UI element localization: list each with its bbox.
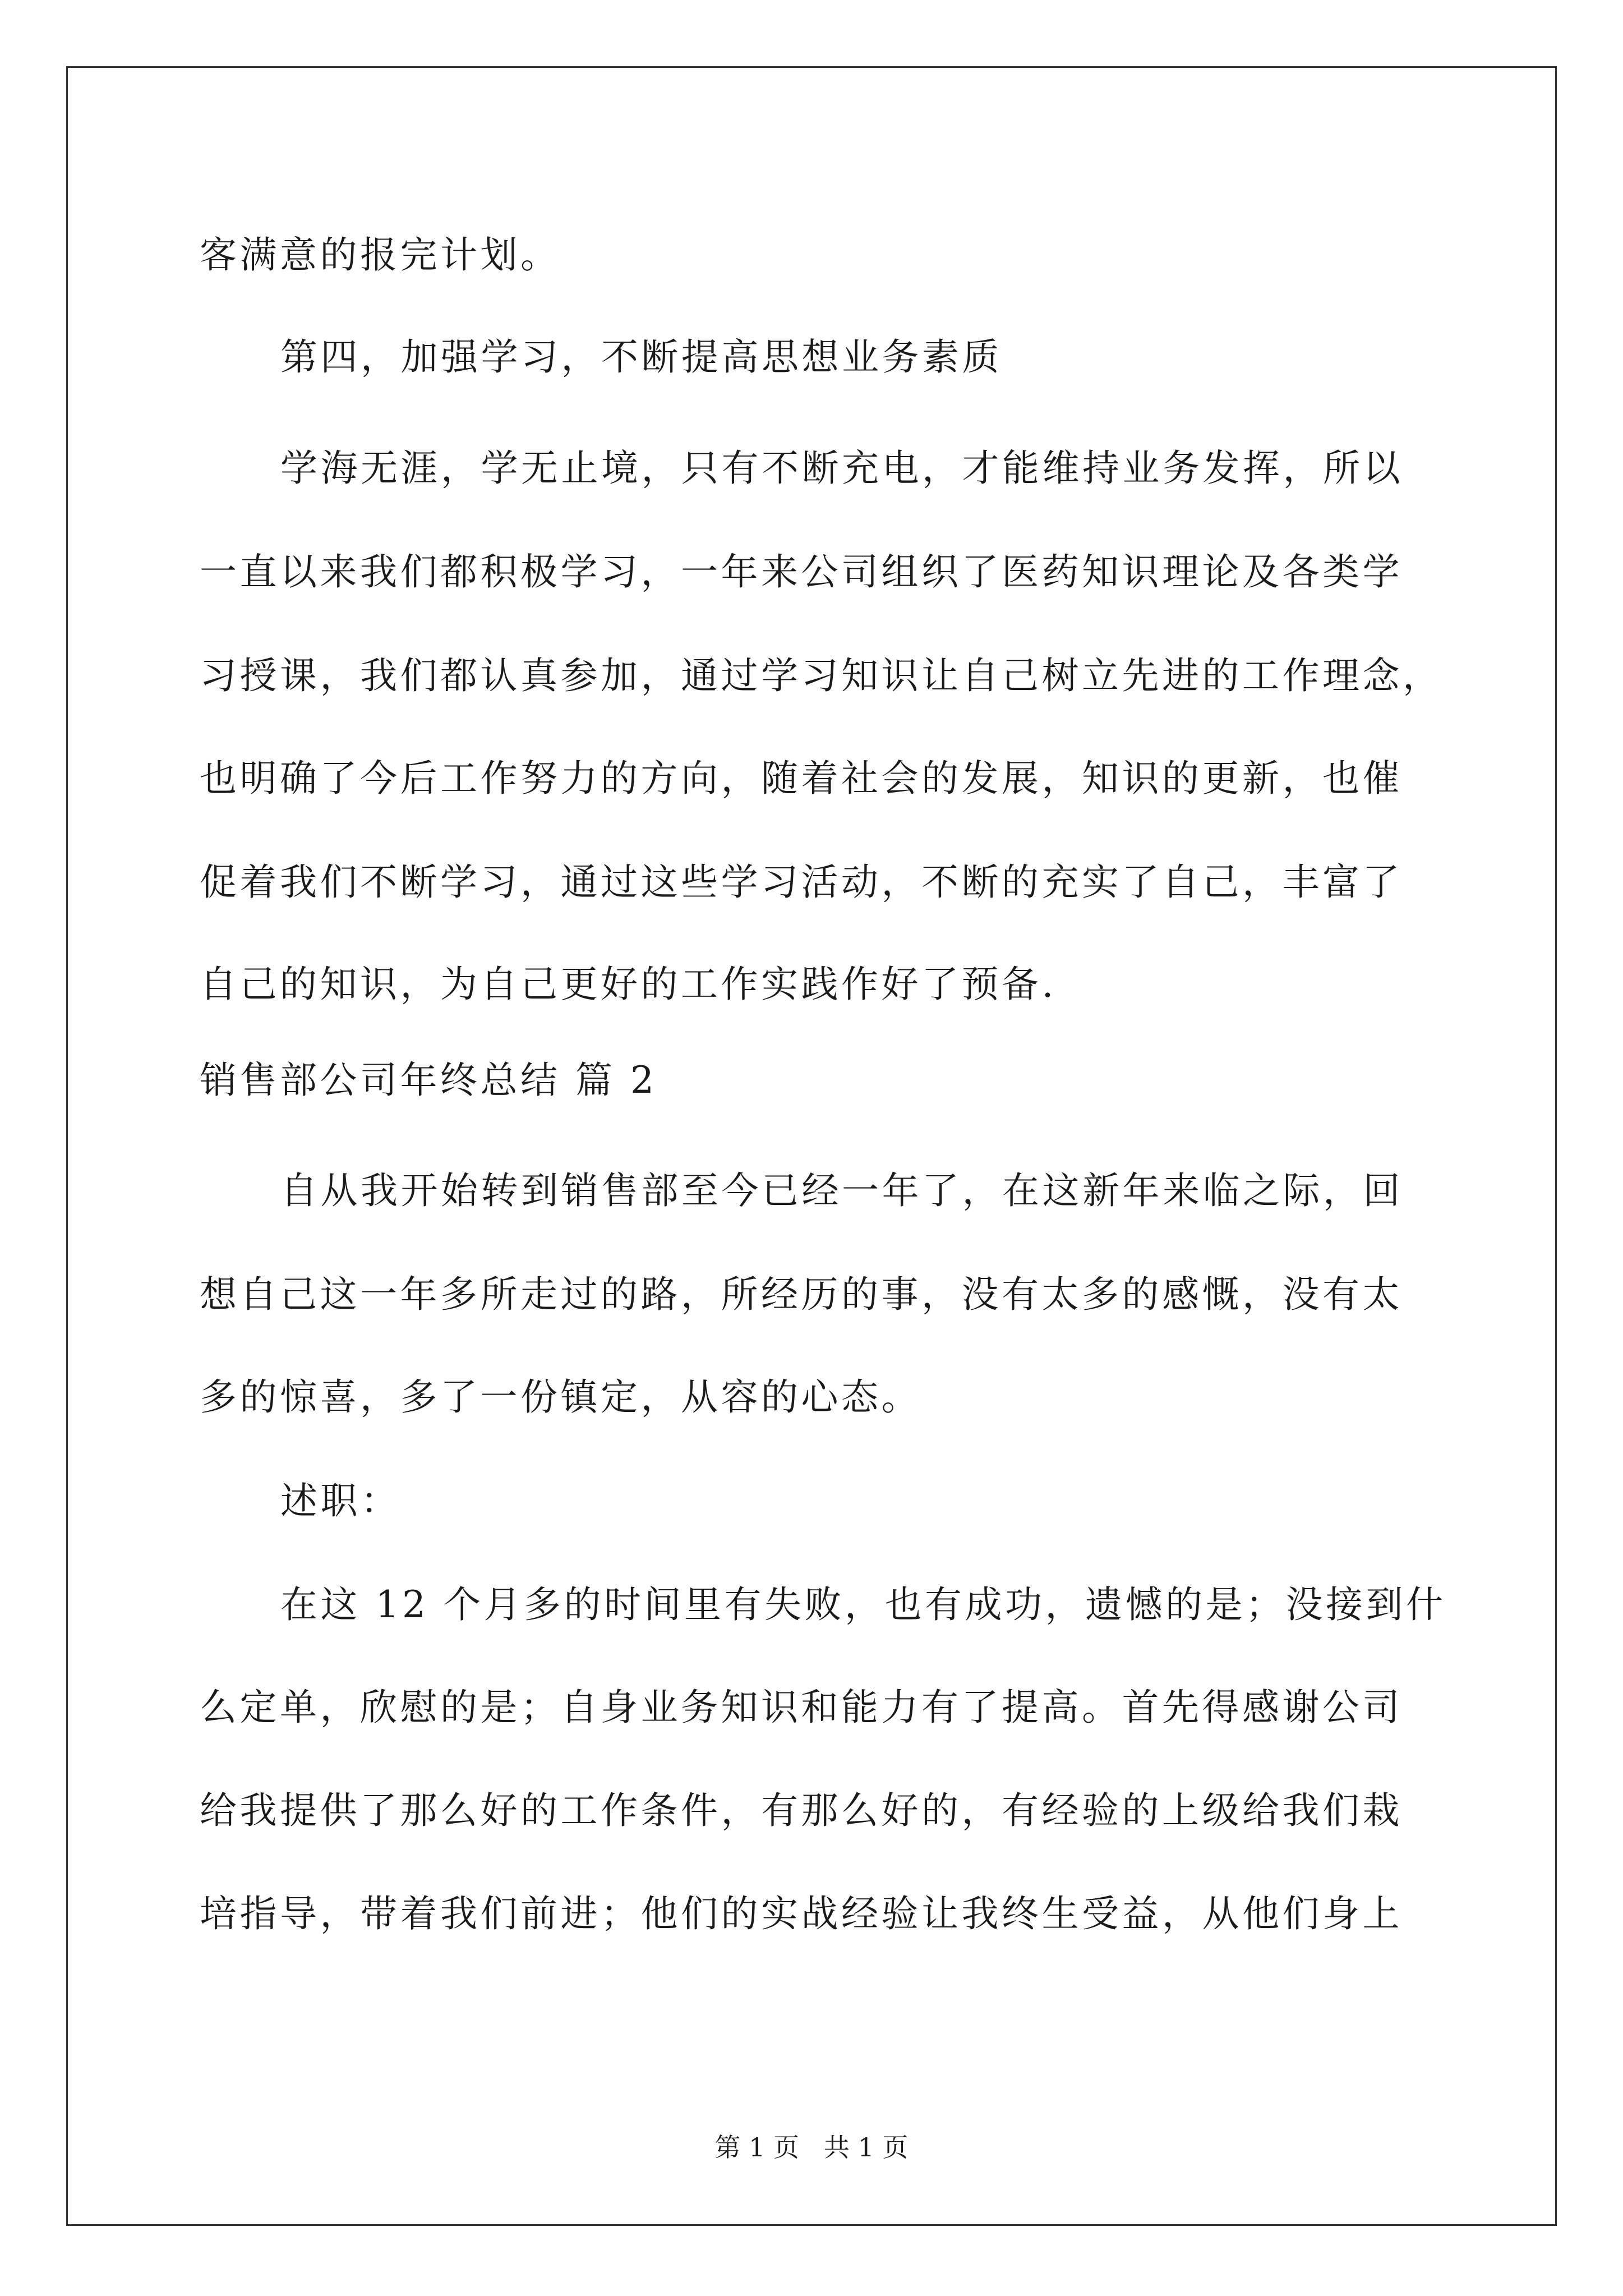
text-line: 客满意的报完计划。 [200,233,561,277]
section-heading: 第四，加强学习，不断提高思想业务素质 [280,335,1002,379]
text-line: 促着我们不断学习，通过这些学习活动，不断的充实了自己，丰富了 [200,861,1403,904]
text-line: 培指导，带着我们前进；他们的实战经验让我终生受益，从他们身上 [200,1892,1403,1935]
text-line: 想自己这一年多所走过的路，所经历的事，没有太多的感慨，没有太 [200,1273,1403,1316]
text-line: 在这 12 个月多的时间里有失败，也有成功，遗憾的是；没接到什 [280,1583,1446,1626]
page-number-footer: 第 1 页 共 1 页 [714,2132,909,2162]
text-line: 自从我开始转到销售部至今已经一年了，在这新年来临之际，回 [280,1169,1403,1212]
section-heading: 述职： [280,1479,401,1522]
text-line: 么定单，欣慰的是；自身业务知识和能力有了提高。首先得感谢公司 [200,1686,1403,1729]
text-line: 给我提供了那么好的工作条件，有那么好的，有经验的上级给我们栽 [200,1789,1403,1832]
text-line: 一直以来我们都积极学习，一年来公司组织了医药知识理论及各类学 [200,550,1403,593]
text-line: 也明确了今后工作努力的方向，随着社会的发展，知识的更新，也催 [200,757,1403,800]
text-line: 多的惊喜，多了一份镇定，从容的心态。 [200,1375,921,1419]
article-title: 销售部公司年终总结 篇 2 [200,1059,657,1102]
text-line: 学海无涯，学无止境，只有不断充电，才能维持业务发挥，所以 [280,447,1403,490]
text-line: 习授课，我们都认真参加，通过学习知识让自己树立先进的工作理念， [200,654,1443,697]
text-line: 自己的知识，为自己更好的工作实践作好了预备. [200,963,1057,1006]
